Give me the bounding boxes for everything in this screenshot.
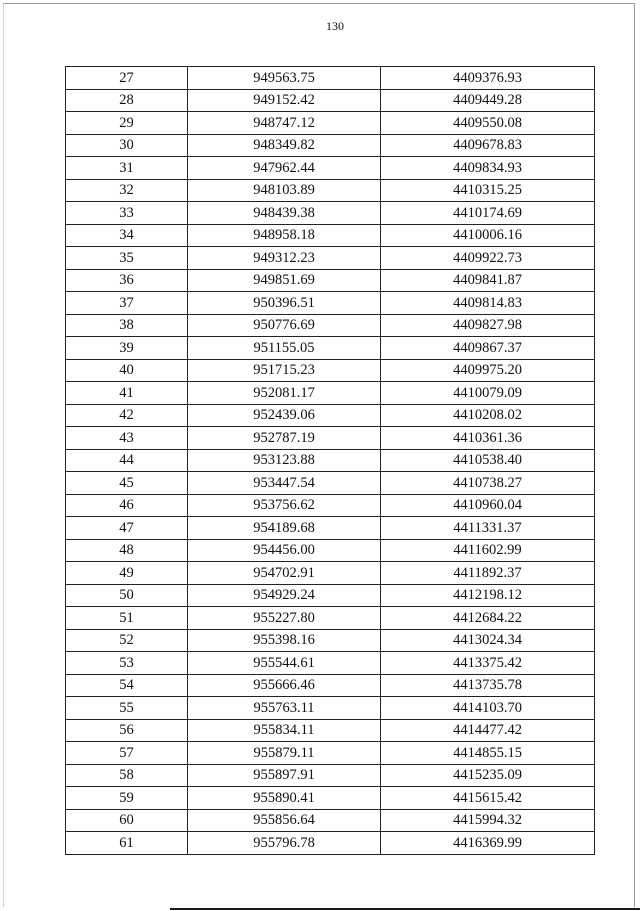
y-coordinate-cell: 4411892.37 <box>381 562 595 585</box>
y-coordinate-cell: 4409841.87 <box>381 269 595 292</box>
x-coordinate-cell: 948747.12 <box>188 112 381 135</box>
table-row <box>66 382 595 405</box>
x-coordinate-cell: 949563.75 <box>188 67 381 90</box>
table-row <box>66 179 595 202</box>
x-coordinate-cell: 955890.41 <box>188 787 381 810</box>
y-coordinate-cell: 4411331.37 <box>381 517 595 540</box>
point-number-cell: 59 <box>66 787 188 810</box>
x-coordinate-cell: 951155.05 <box>188 337 381 360</box>
y-coordinate-cell: 4409449.28 <box>381 89 595 112</box>
x-coordinate-cell: 952081.17 <box>188 382 381 405</box>
coordinates-table-body <box>66 67 595 855</box>
point-number-cell: 40 <box>66 359 188 382</box>
x-coordinate-cell: 953123.88 <box>188 449 381 472</box>
y-coordinate-cell: 4410174.69 <box>381 202 595 225</box>
table-row <box>66 742 595 765</box>
table-row <box>66 269 595 292</box>
y-coordinate-cell: 4414855.15 <box>381 742 595 765</box>
x-coordinate-cell: 955763.11 <box>188 697 381 720</box>
table-row <box>66 247 595 270</box>
table-row <box>66 674 595 697</box>
x-coordinate-cell: 952439.06 <box>188 404 381 427</box>
x-coordinate-cell: 954456.00 <box>188 539 381 562</box>
y-coordinate-cell: 4416369.99 <box>381 832 595 855</box>
y-coordinate-cell: 4410208.02 <box>381 404 595 427</box>
y-coordinate-cell: 4410361.36 <box>381 427 595 450</box>
point-number-cell: 55 <box>66 697 188 720</box>
point-number-cell: 61 <box>66 832 188 855</box>
point-number-cell: 49 <box>66 562 188 585</box>
point-number-cell: 37 <box>66 292 188 315</box>
point-number-cell: 53 <box>66 652 188 675</box>
table-row <box>66 517 595 540</box>
point-number-cell: 58 <box>66 764 188 787</box>
table-row <box>66 427 595 450</box>
x-coordinate-cell: 954702.91 <box>188 562 381 585</box>
point-number-cell: 33 <box>66 202 188 225</box>
y-coordinate-cell: 4409827.98 <box>381 314 595 337</box>
y-coordinate-cell: 4409834.93 <box>381 157 595 180</box>
y-coordinate-cell: 4410538.40 <box>381 449 595 472</box>
x-coordinate-cell: 947962.44 <box>188 157 381 180</box>
y-coordinate-cell: 4413735.78 <box>381 674 595 697</box>
y-coordinate-cell: 4409376.93 <box>381 67 595 90</box>
table-row <box>66 494 595 517</box>
y-coordinate-cell: 4410960.04 <box>381 494 595 517</box>
y-coordinate-cell: 4415615.42 <box>381 787 595 810</box>
page-number: 130 <box>326 19 344 33</box>
x-coordinate-cell: 955834.11 <box>188 719 381 742</box>
table-row <box>66 292 595 315</box>
point-number-cell: 57 <box>66 742 188 765</box>
y-coordinate-cell: 4409814.83 <box>381 292 595 315</box>
point-number-cell: 48 <box>66 539 188 562</box>
point-number-cell: 42 <box>66 404 188 427</box>
point-number-cell: 41 <box>66 382 188 405</box>
point-number-cell: 29 <box>66 112 188 135</box>
x-coordinate-cell: 948439.38 <box>188 202 381 225</box>
table-row <box>66 359 595 382</box>
x-coordinate-cell: 951715.23 <box>188 359 381 382</box>
point-number-cell: 47 <box>66 517 188 540</box>
table-row <box>66 539 595 562</box>
point-number-cell: 54 <box>66 674 188 697</box>
x-coordinate-cell: 955856.64 <box>188 809 381 832</box>
point-number-cell: 27 <box>66 67 188 90</box>
x-coordinate-cell: 949851.69 <box>188 269 381 292</box>
table-row <box>66 719 595 742</box>
y-coordinate-cell: 4410315.25 <box>381 179 595 202</box>
y-coordinate-cell: 4410079.09 <box>381 382 595 405</box>
point-number-cell: 52 <box>66 629 188 652</box>
y-coordinate-cell: 4414477.42 <box>381 719 595 742</box>
table-row <box>66 697 595 720</box>
table-row <box>66 449 595 472</box>
table-row <box>66 157 595 180</box>
x-coordinate-cell: 954189.68 <box>188 517 381 540</box>
table-row <box>66 562 595 585</box>
x-coordinate-cell: 955666.46 <box>188 674 381 697</box>
table-row <box>66 652 595 675</box>
table-row <box>66 67 595 90</box>
y-coordinate-cell: 4410006.16 <box>381 224 595 247</box>
y-coordinate-cell: 4413375.42 <box>381 652 595 675</box>
x-coordinate-cell: 948349.82 <box>188 134 381 157</box>
point-number-cell: 38 <box>66 314 188 337</box>
x-coordinate-cell: 955897.91 <box>188 764 381 787</box>
table-row <box>66 607 595 630</box>
y-coordinate-cell: 4409922.73 <box>381 247 595 270</box>
y-coordinate-cell: 4415235.09 <box>381 764 595 787</box>
point-number-cell: 45 <box>66 472 188 495</box>
x-coordinate-cell: 952787.19 <box>188 427 381 450</box>
table-row <box>66 404 595 427</box>
y-coordinate-cell: 4409550.08 <box>381 112 595 135</box>
point-number-cell: 44 <box>66 449 188 472</box>
y-coordinate-cell: 4412684.22 <box>381 607 595 630</box>
point-number-cell: 51 <box>66 607 188 630</box>
point-number-cell: 46 <box>66 494 188 517</box>
x-coordinate-cell: 953447.54 <box>188 472 381 495</box>
table-row <box>66 764 595 787</box>
table-row <box>66 832 595 855</box>
x-coordinate-cell: 955796.78 <box>188 832 381 855</box>
point-number-cell: 35 <box>66 247 188 270</box>
coordinates-table <box>65 66 595 855</box>
point-number-cell: 56 <box>66 719 188 742</box>
y-coordinate-cell: 4409678.83 <box>381 134 595 157</box>
bottom-rule <box>170 908 640 910</box>
table-row <box>66 809 595 832</box>
y-coordinate-cell: 4413024.34 <box>381 629 595 652</box>
x-coordinate-cell: 948103.89 <box>188 179 381 202</box>
point-number-cell: 30 <box>66 134 188 157</box>
table-row <box>66 134 595 157</box>
table-row <box>66 472 595 495</box>
y-coordinate-cell: 4412198.12 <box>381 584 595 607</box>
table-row <box>66 89 595 112</box>
point-number-cell: 50 <box>66 584 188 607</box>
point-number-cell: 60 <box>66 809 188 832</box>
y-coordinate-cell: 4409867.37 <box>381 337 595 360</box>
table-row <box>66 584 595 607</box>
x-coordinate-cell: 954929.24 <box>188 584 381 607</box>
x-coordinate-cell: 950396.51 <box>188 292 381 315</box>
table-row <box>66 202 595 225</box>
x-coordinate-cell: 955398.16 <box>188 629 381 652</box>
x-coordinate-cell: 949312.23 <box>188 247 381 270</box>
x-coordinate-cell: 949152.42 <box>188 89 381 112</box>
table-row <box>66 224 595 247</box>
point-number-cell: 28 <box>66 89 188 112</box>
table-row <box>66 112 595 135</box>
y-coordinate-cell: 4411602.99 <box>381 539 595 562</box>
x-coordinate-cell: 955544.61 <box>188 652 381 675</box>
x-coordinate-cell: 955879.11 <box>188 742 381 765</box>
x-coordinate-cell: 953756.62 <box>188 494 381 517</box>
point-number-cell: 31 <box>66 157 188 180</box>
table-row <box>66 337 595 360</box>
point-number-cell: 43 <box>66 427 188 450</box>
table-row <box>66 629 595 652</box>
table-row <box>66 787 595 810</box>
x-coordinate-cell: 948958.18 <box>188 224 381 247</box>
y-coordinate-cell: 4409975.20 <box>381 359 595 382</box>
point-number-cell: 36 <box>66 269 188 292</box>
y-coordinate-cell: 4414103.70 <box>381 697 595 720</box>
table-row <box>66 314 595 337</box>
y-coordinate-cell: 4415994.32 <box>381 809 595 832</box>
point-number-cell: 32 <box>66 179 188 202</box>
y-coordinate-cell: 4410738.27 <box>381 472 595 495</box>
point-number-cell: 34 <box>66 224 188 247</box>
x-coordinate-cell: 955227.80 <box>188 607 381 630</box>
point-number-cell: 39 <box>66 337 188 360</box>
x-coordinate-cell: 950776.69 <box>188 314 381 337</box>
